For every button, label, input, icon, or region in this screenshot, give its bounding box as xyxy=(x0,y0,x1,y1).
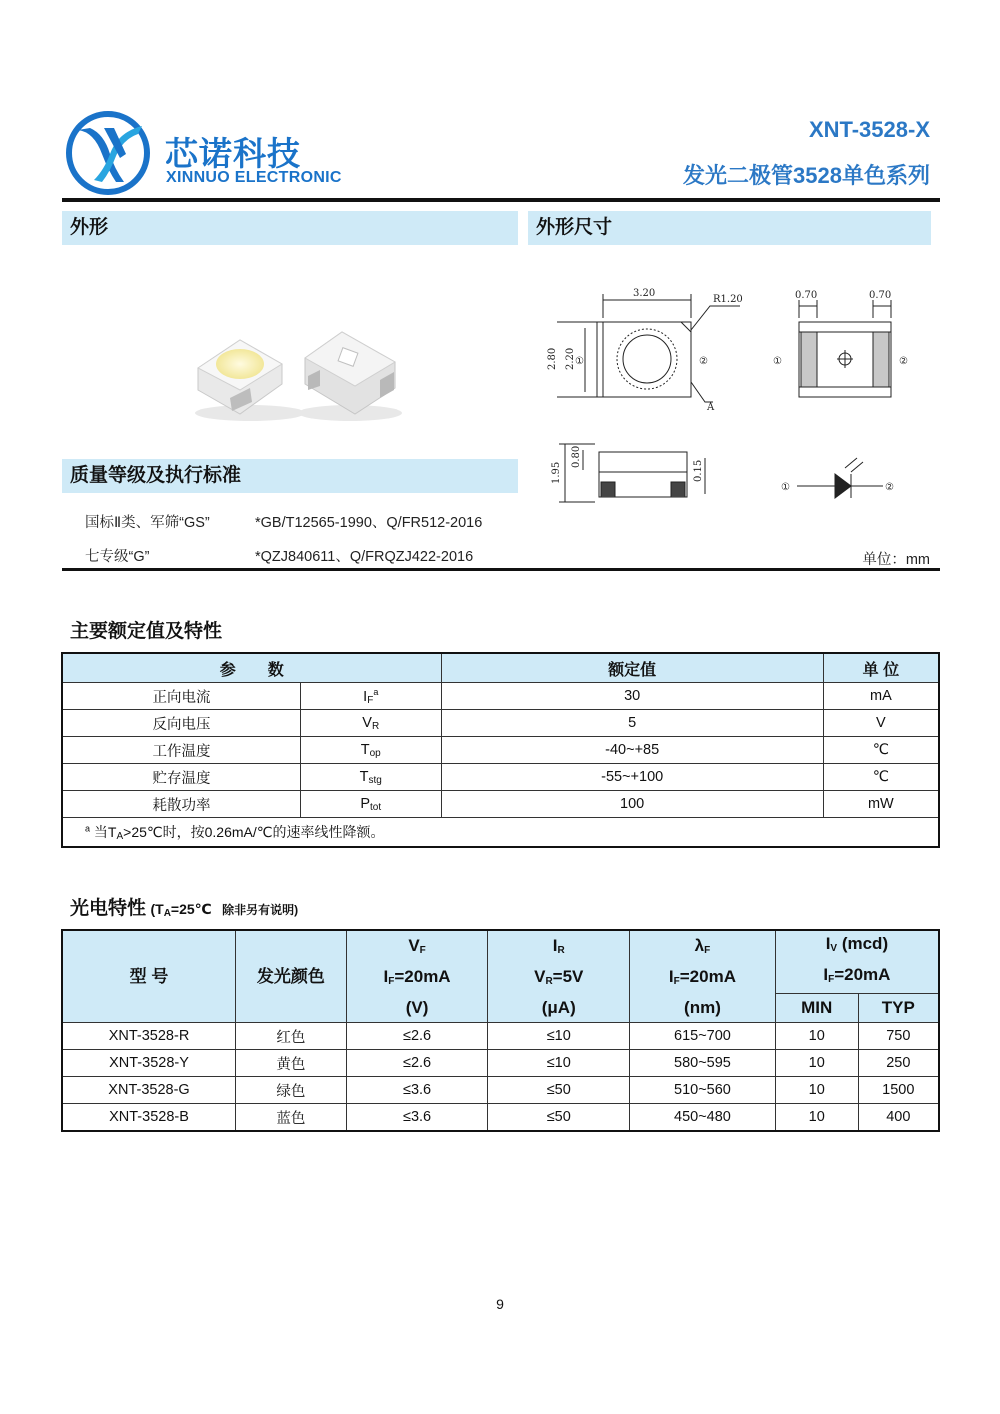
standard-spec-2: *QZJ840611、Q/FRQZJ422-2016 xyxy=(255,549,474,565)
table-row: XNT-3528-R 红色 ≤2.6 ≤10 615~700 10 750 xyxy=(62,1023,939,1050)
table-row: XNT-3528-Y 黄色 ≤2.6 ≤10 580~595 10 250 xyxy=(62,1050,939,1077)
table-row: 贮存温度 $T_{stg}$ -55~+100 ℃ xyxy=(62,764,939,791)
svg-text:②: ② xyxy=(885,482,894,493)
header-vf: $V_F$ $I_F=20mA$ (V) xyxy=(346,930,488,1023)
header-model: 型 号 xyxy=(62,930,236,1023)
header-wavelength: $\lambda_F$ $I_F=20mA$ (nm) xyxy=(630,930,776,1023)
svg-text:0.70: 0.70 xyxy=(869,290,892,301)
table-row: 工作温度 $T_{op}$ -40~+85 ℃ xyxy=(62,737,939,764)
section-appearance: 外形 xyxy=(62,211,518,245)
header-min: MIN xyxy=(775,994,858,1023)
svg-text:2.20: 2.20 xyxy=(565,347,576,370)
section-quality: 质量等级及执行标准 xyxy=(62,459,518,493)
section-dimensions: 外形尺寸 xyxy=(528,211,931,245)
svg-text:②: ② xyxy=(699,356,708,367)
header-value: 额定值 xyxy=(441,653,823,683)
header-color: 发光颜色 xyxy=(236,930,347,1023)
table-row: XNT-3528-B 蓝色 ≤3.6 ≤50 450~480 10 400 xyxy=(62,1104,939,1132)
svg-text:0.70: 0.70 xyxy=(795,290,818,301)
standard-grade-1: 国标Ⅱ类、军筛“GS” xyxy=(85,515,210,531)
ratings-title: 主要额定值及特性 xyxy=(70,621,223,642)
led-photo xyxy=(190,318,410,423)
svg-text:R1.20: R1.20 xyxy=(713,294,743,305)
header-param: 参 数 xyxy=(62,653,441,683)
svg-text:3.20: 3.20 xyxy=(633,288,656,299)
ratings-footnote: $^a$ 当$T_A>25℃$时，按0.26mA/℃的速率线性降额。 xyxy=(62,818,939,848)
unit-note: 单位：mm xyxy=(862,552,930,568)
page-number: 9 xyxy=(496,1296,504,1312)
header-unit: 单 位 xyxy=(823,653,939,683)
company-logo xyxy=(64,110,152,196)
ratings-table xyxy=(61,652,940,848)
svg-text:0.80: 0.80 xyxy=(571,445,582,468)
svg-text:①: ① xyxy=(781,482,790,493)
table-row: XNT-3528-G 绿色 ≤3.6 ≤50 510~560 10 1500 xyxy=(62,1077,939,1104)
svg-text:②: ② xyxy=(899,356,908,367)
header-ir: $I_R$ $V_R=5V$ (μA) xyxy=(488,930,630,1023)
svg-text:A: A xyxy=(707,402,715,413)
table-row: 耗散功率 $P_{tot}$ 100 mW xyxy=(62,791,939,818)
company-name-cn: 芯诺科技 xyxy=(165,135,301,172)
section-rule xyxy=(62,568,940,571)
svg-text:2.80: 2.80 xyxy=(547,347,558,370)
svg-text:①: ① xyxy=(575,356,584,367)
product-series: 发光二极管3528单色系列 xyxy=(683,163,930,188)
header-iv: $I_V$ (mcd) $I_F=20mA$ xyxy=(775,930,939,994)
header-rule xyxy=(62,198,940,202)
svg-text:1.95: 1.95 xyxy=(551,461,562,484)
table-row: 正向电流 $I_F^a$ 30 mA xyxy=(62,683,939,710)
company-name-en: XINNUO ELECTRONIC xyxy=(166,169,342,186)
header-typ: TYP xyxy=(858,994,939,1023)
optical-title-line: 光电特性 ($T_A=25℃$ 除非另有说明) xyxy=(70,898,299,919)
optical-table xyxy=(61,929,940,1132)
standard-spec-1: *GB/T12565-1990、Q/FR512-2016 xyxy=(255,515,483,531)
standard-grade-2: 七专级“G” xyxy=(85,549,150,565)
dimension-drawing xyxy=(545,282,935,510)
svg-text:0.15: 0.15 xyxy=(693,459,704,482)
ratings-header-row xyxy=(62,653,939,683)
svg-text:①: ① xyxy=(773,356,782,367)
table-row: 反向电压 $V_R$ 5 V xyxy=(62,710,939,737)
product-model: XNT-3528-X xyxy=(808,117,930,142)
